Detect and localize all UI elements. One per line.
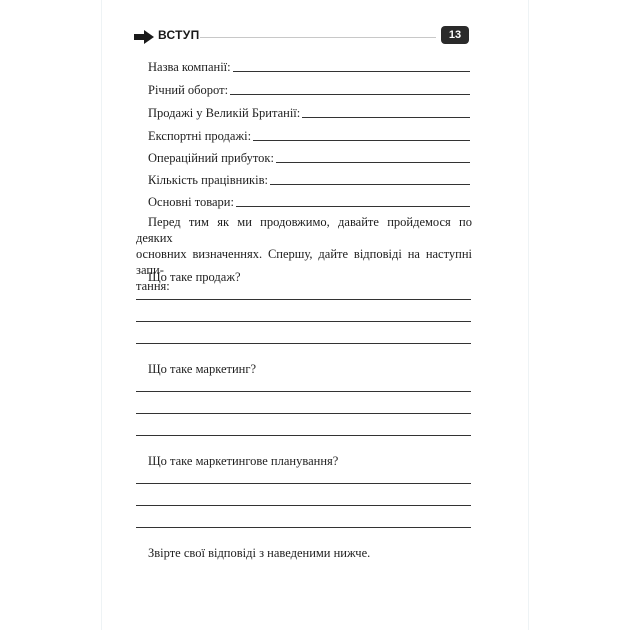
intro-line-2: основних визначеннях. Спершу, дайте відповіді на наступні запи-	[136, 247, 472, 277]
page-edge-left	[101, 0, 102, 630]
field-label: Експортні продажі:	[148, 129, 252, 143]
page-edge-right	[528, 0, 529, 630]
question-marketing: Що таке маркетинг?	[148, 362, 257, 376]
field-operating-profit	[148, 149, 470, 165]
intro-line-1: Перед тим як ми продовжимо, давайте пройдемося по деяких	[136, 215, 472, 245]
field-label: Кількість працівників:	[148, 173, 268, 187]
arrow-right-icon	[134, 30, 154, 44]
answer-line	[136, 321, 471, 322]
field-label: Назва компанії:	[148, 60, 231, 74]
field-blank-line	[276, 162, 470, 163]
answer-line	[136, 435, 471, 436]
field-blank-line	[302, 117, 470, 118]
field-employees	[148, 171, 470, 187]
header-rule	[200, 37, 436, 38]
field-annual-turnover	[148, 81, 470, 97]
field-label: Річний оборот:	[148, 83, 229, 97]
field-main-products	[148, 193, 470, 209]
answer-line	[136, 483, 471, 484]
footer-instruction: Звірте свої відповіді з наведеними нижче.	[148, 546, 371, 560]
answer-line	[136, 299, 471, 300]
field-label: Продажі у Великій Британії:	[148, 106, 301, 120]
question-sales: Що таке продаж?	[148, 270, 241, 284]
field-blank-line	[236, 206, 470, 207]
field-label: Основні товари:	[148, 195, 234, 209]
answer-line	[136, 391, 471, 392]
field-uk-sales	[148, 104, 470, 120]
answer-line	[136, 413, 471, 414]
field-company-name	[148, 58, 470, 74]
section-title: ВСТУП	[158, 28, 200, 42]
answer-line	[136, 343, 471, 344]
field-export-sales	[148, 127, 470, 143]
page-number: 13	[441, 26, 469, 44]
field-blank-line	[253, 140, 470, 141]
intro-line-3: тання:	[136, 279, 170, 293]
field-blank-line	[230, 94, 470, 95]
field-label: Операційний прибуток:	[148, 151, 274, 165]
field-blank-line	[270, 184, 470, 185]
answer-line	[136, 505, 471, 506]
field-blank-line	[233, 71, 470, 72]
answer-line	[136, 527, 471, 528]
question-marketing-planning: Що таке маркетингове планування?	[148, 454, 339, 468]
